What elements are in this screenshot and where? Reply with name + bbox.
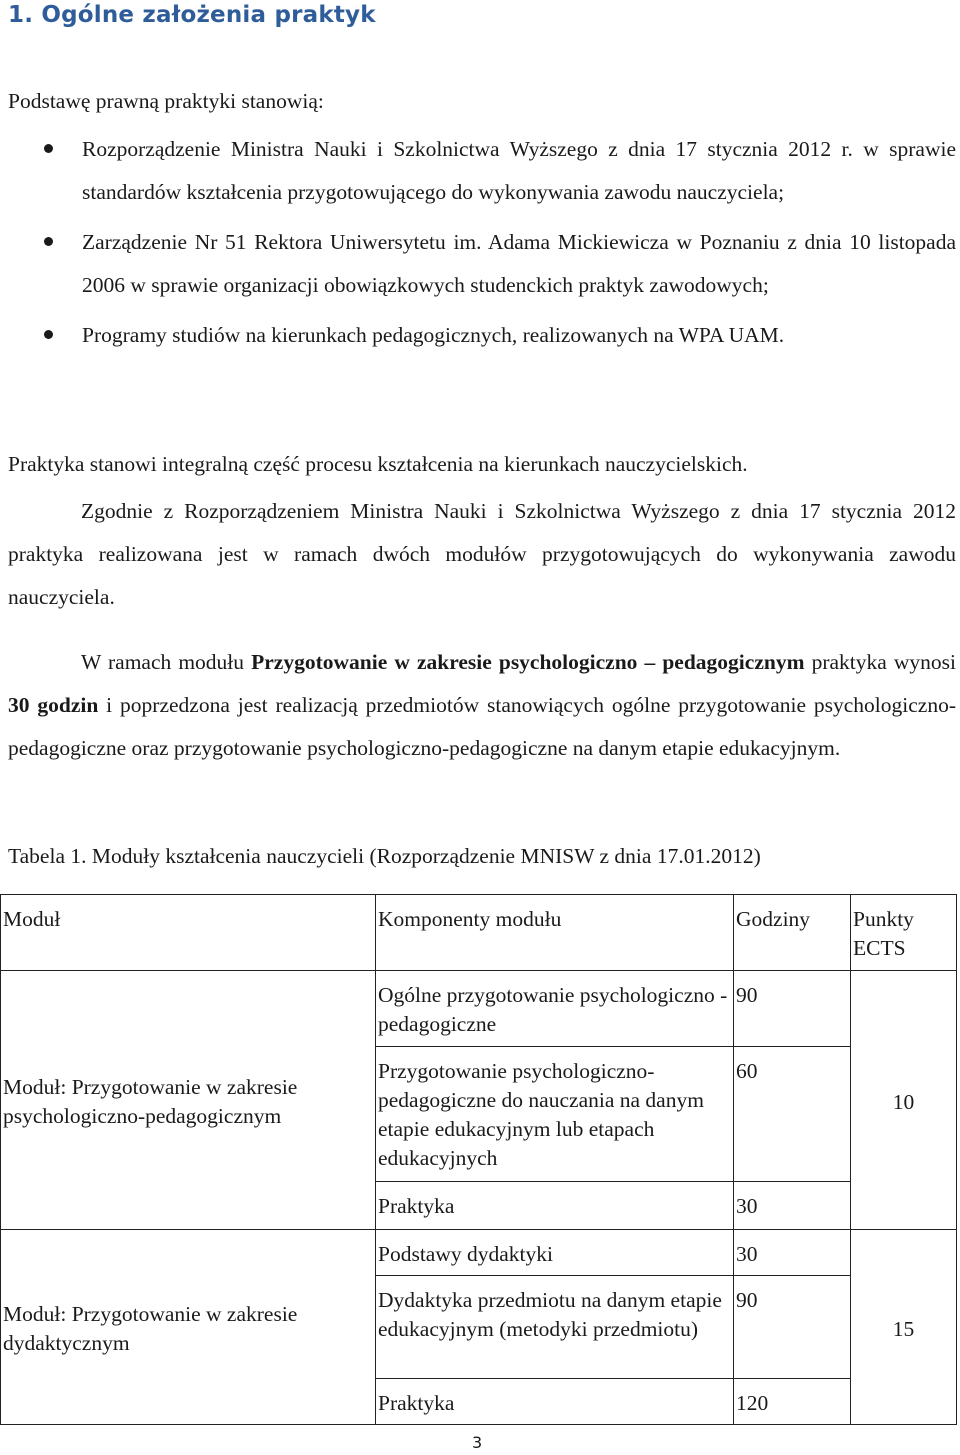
component-cell: Dydaktyka przedmiotu na danym etapie edukacyjnym (metodyki przedmiotu) bbox=[376, 1276, 734, 1379]
hours-cell: 90 bbox=[734, 971, 851, 1047]
modules-table bbox=[0, 894, 957, 1425]
table-caption: Tabela 1. Moduły kształcenia nauczycieli (Rozporządzenie MNISW z dnia 17.01.2012) bbox=[8, 844, 761, 868]
header-components: Komponenty modułu bbox=[376, 895, 734, 971]
module-cell: Moduł: Przygotowanie w zakresie psychologiczno-pedagogicznym bbox=[1, 971, 376, 1230]
hours-cell: 90 bbox=[734, 1276, 851, 1379]
hours-cell: 30 bbox=[734, 1230, 851, 1276]
paragraph-text: i poprzedzona jest realizacją przedmiotów stanowiących ogólne przygotowanie psychologiczno-pedagogiczne oraz przygotowanie psychologiczno-pedagogiczne na danym etapie edukacyjnym. bbox=[8, 693, 956, 760]
component-cell: Praktyka bbox=[376, 1379, 734, 1425]
component-cell: Przygotowanie psychologiczno-pedagogiczne do nauczania na danym etapie edukacyjnym lub etapach edukacyjnych bbox=[376, 1047, 734, 1182]
intro-text: Podstawę prawną praktyki stanowią: bbox=[8, 89, 324, 113]
paragraph-text: W ramach modułu bbox=[81, 650, 252, 674]
list-item bbox=[0, 128, 956, 214]
header-ects: Punkty ECTS bbox=[851, 895, 957, 971]
list-item-text: Zarządzenie Nr 51 Rektora Uniwersytetu im. Adama Mickiewicza w Poznaniu z dnia 10 listopada 2006 w sprawie organizacji obowiązkowych studenckich praktyk zawodowych; bbox=[82, 230, 956, 297]
hours-cell: 120 bbox=[734, 1379, 851, 1425]
component-cell: Praktyka bbox=[376, 1182, 734, 1230]
hours-cell: 30 bbox=[734, 1182, 851, 1230]
bullet-icon bbox=[44, 237, 53, 246]
paragraph-integral: Praktyka stanowi integralną część procesu kształcenia na kierunkach nauczycielskich. bbox=[8, 452, 748, 476]
bullet-icon bbox=[44, 144, 53, 153]
component-cell: Podstawy dydaktyki bbox=[376, 1230, 734, 1276]
ects-cell: 10 bbox=[851, 971, 957, 1230]
ects-cell: 15 bbox=[851, 1230, 957, 1425]
table-row bbox=[1, 971, 957, 1047]
hours-highlight: 30 godzin bbox=[8, 693, 99, 717]
table-row bbox=[1, 1230, 957, 1276]
hours-cell: 60 bbox=[734, 1047, 851, 1182]
module-cell: Moduł: Przygotowanie w zakresie dydaktycznym bbox=[1, 1230, 376, 1425]
bullet-icon bbox=[44, 330, 53, 339]
paragraph-regulation: Zgodnie z Rozporządzeniem Ministra Nauki i Szkolnictwa Wyższego z dnia 17 stycznia 2012 praktyka realizowana jest w ramach dwóch modułów przygotowujących do wykonywania zawodu nauczyciela. bbox=[8, 499, 956, 609]
list-item bbox=[0, 314, 956, 357]
table-header-row bbox=[1, 895, 957, 971]
header-hours: Godziny bbox=[734, 895, 851, 971]
paragraph-text: praktyka wynosi bbox=[804, 650, 956, 674]
module-name: Przygotowanie w zakresie psychologiczno – pedagogicznym bbox=[251, 650, 805, 674]
header-module: Moduł bbox=[1, 895, 376, 971]
section-heading: 1. Ogólne założenia praktyk bbox=[8, 2, 376, 28]
page-number: 3 bbox=[472, 1433, 483, 1452]
list-item-text: Programy studiów na kierunkach pedagogicznych, realizowanych na WPA UAM. bbox=[82, 323, 785, 347]
list-item-text: Rozporządzenie Ministra Nauki i Szkolnictwa Wyższego z dnia 17 stycznia 2012 r. w sprawie standardów kształcenia przygotowującego do wykonywania zawodu nauczyciela; bbox=[82, 137, 956, 204]
list-item bbox=[0, 221, 956, 307]
legal-basis-list bbox=[0, 128, 956, 364]
component-cell: Ogólne przygotowanie psychologiczno - pedagogiczne bbox=[376, 971, 734, 1047]
paragraph-module bbox=[8, 641, 956, 770]
